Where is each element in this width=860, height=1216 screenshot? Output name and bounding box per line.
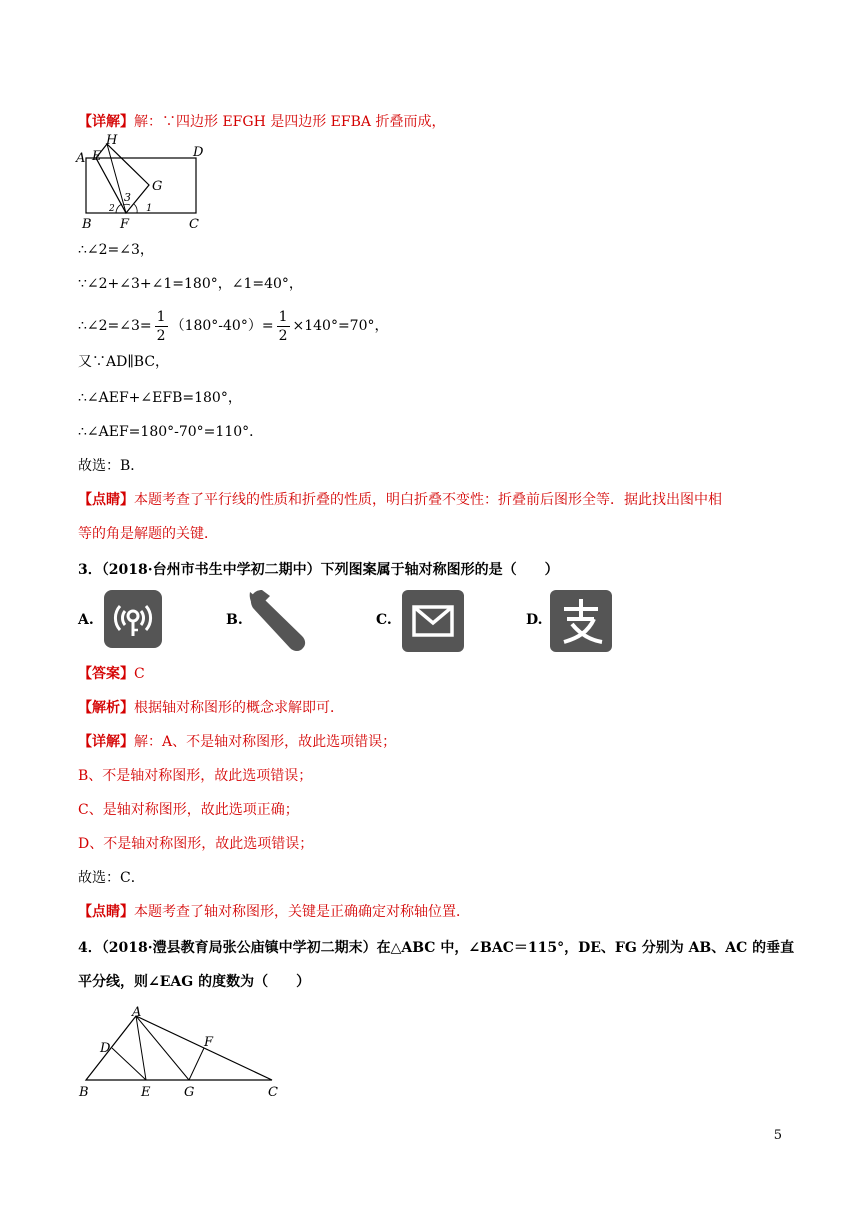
q2-detail-tag: 【详解】	[78, 114, 134, 130]
svg-text:B: B	[79, 1085, 89, 1100]
q2-frac-1: $\frac{1}{2}$	[156, 308, 166, 344]
fig-label-e: E	[92, 149, 102, 164]
svg-text:C: C	[268, 1085, 278, 1100]
fig-label-d: D	[193, 145, 204, 160]
svg-text:E: E	[141, 1085, 151, 1100]
wifi-shield-icon	[104, 590, 162, 648]
svg-text:F: F	[204, 1035, 214, 1050]
q3-detail-b: B、不是轴对称图形，故此选项错误；	[78, 768, 313, 784]
q3-analysis: 【解析】根据轴对称图形的概念求解即可．	[78, 700, 344, 716]
q2-detail-text: 解：∵四边形 EFGH 是四边形 EFBA 折叠而成，	[134, 114, 446, 130]
svg-text:D: D	[100, 1041, 111, 1056]
q2-step1: ∴∠2=∠3，	[78, 242, 154, 258]
q3-question: 3．（2018·台州市书生中学初二期中）下列图案属于轴对称图形的是（ ）	[78, 562, 559, 578]
svg-text:A: A	[132, 1005, 142, 1020]
fig-label-g: G	[152, 179, 163, 194]
fig-angle-3: 3	[124, 191, 131, 204]
q4-question-line1: 4．（2018·澧县教育局张公庙镇中学初二期末）在△ABC 中，∠BAC＝115°，DE、FG 分别为 AB、AC 的垂直	[78, 940, 795, 956]
q3-detail-c: C、是轴对称图形，故此选项正确；	[78, 802, 299, 818]
q2-comment-line1: 【点睛】本题考查了平行线的性质和折叠的性质，明白折叠不变性：折叠前后图形全等．据此找出图中相	[78, 492, 722, 508]
q2-comment-line2: 等的角是解题的关键．	[78, 526, 218, 542]
fig-label-c: C	[189, 217, 199, 232]
q2-detail-line	[78, 112, 445, 132]
q4-triangle-figure	[74, 1004, 294, 1104]
q3-detail-d: D、不是轴对称图形，故此选项错误；	[78, 836, 314, 852]
q3-comment: 【点睛】本题考查了轴对称图形，关键是正确确定对称轴位置．	[78, 904, 470, 920]
q2-step2: ∵∠2+∠3+∠1=180°，∠1=40°，	[78, 276, 303, 292]
svg-text:G: G	[184, 1085, 195, 1100]
wrench-icon	[248, 590, 314, 654]
q2-choice: 故选：B．	[78, 458, 145, 474]
q2-step3: ∴∠2=∠3= $\frac{1}{2}$ （180°-40°）= $\frac{1}{2}$ ×140°=70°，	[78, 308, 389, 344]
q2-fold-figure	[74, 134, 214, 234]
q2-step5: ∴∠AEF+∠EFB=180°，	[78, 390, 242, 406]
q2-step6: ∴∠AEF=180°-70°=110°．	[78, 424, 264, 440]
fig-label-a: A	[76, 151, 86, 166]
fig-angle-2: 2	[109, 204, 115, 214]
fig-angle-1: 1	[146, 203, 153, 214]
q3-choice: 故选：C．	[78, 870, 145, 886]
q3-answer: 【答案】C	[78, 666, 145, 682]
fig-label-f: F	[120, 217, 130, 232]
q2-frac-2: $\frac{1}{2}$	[278, 308, 288, 344]
q2-step4: 又∵AD∥BC，	[78, 354, 170, 370]
alipay-icon	[550, 590, 612, 652]
fig-label-h: H	[106, 134, 118, 148]
q3-detail-a: 【详解】解：A、不是轴对称图形，故此选项错误；	[78, 734, 397, 750]
fig-label-b: B	[82, 217, 92, 232]
envelope-icon	[402, 590, 464, 652]
q4-question-line2: 平分线，则∠EAG 的度数为（ ）	[78, 974, 311, 990]
page-number: 5	[773, 1128, 782, 1143]
